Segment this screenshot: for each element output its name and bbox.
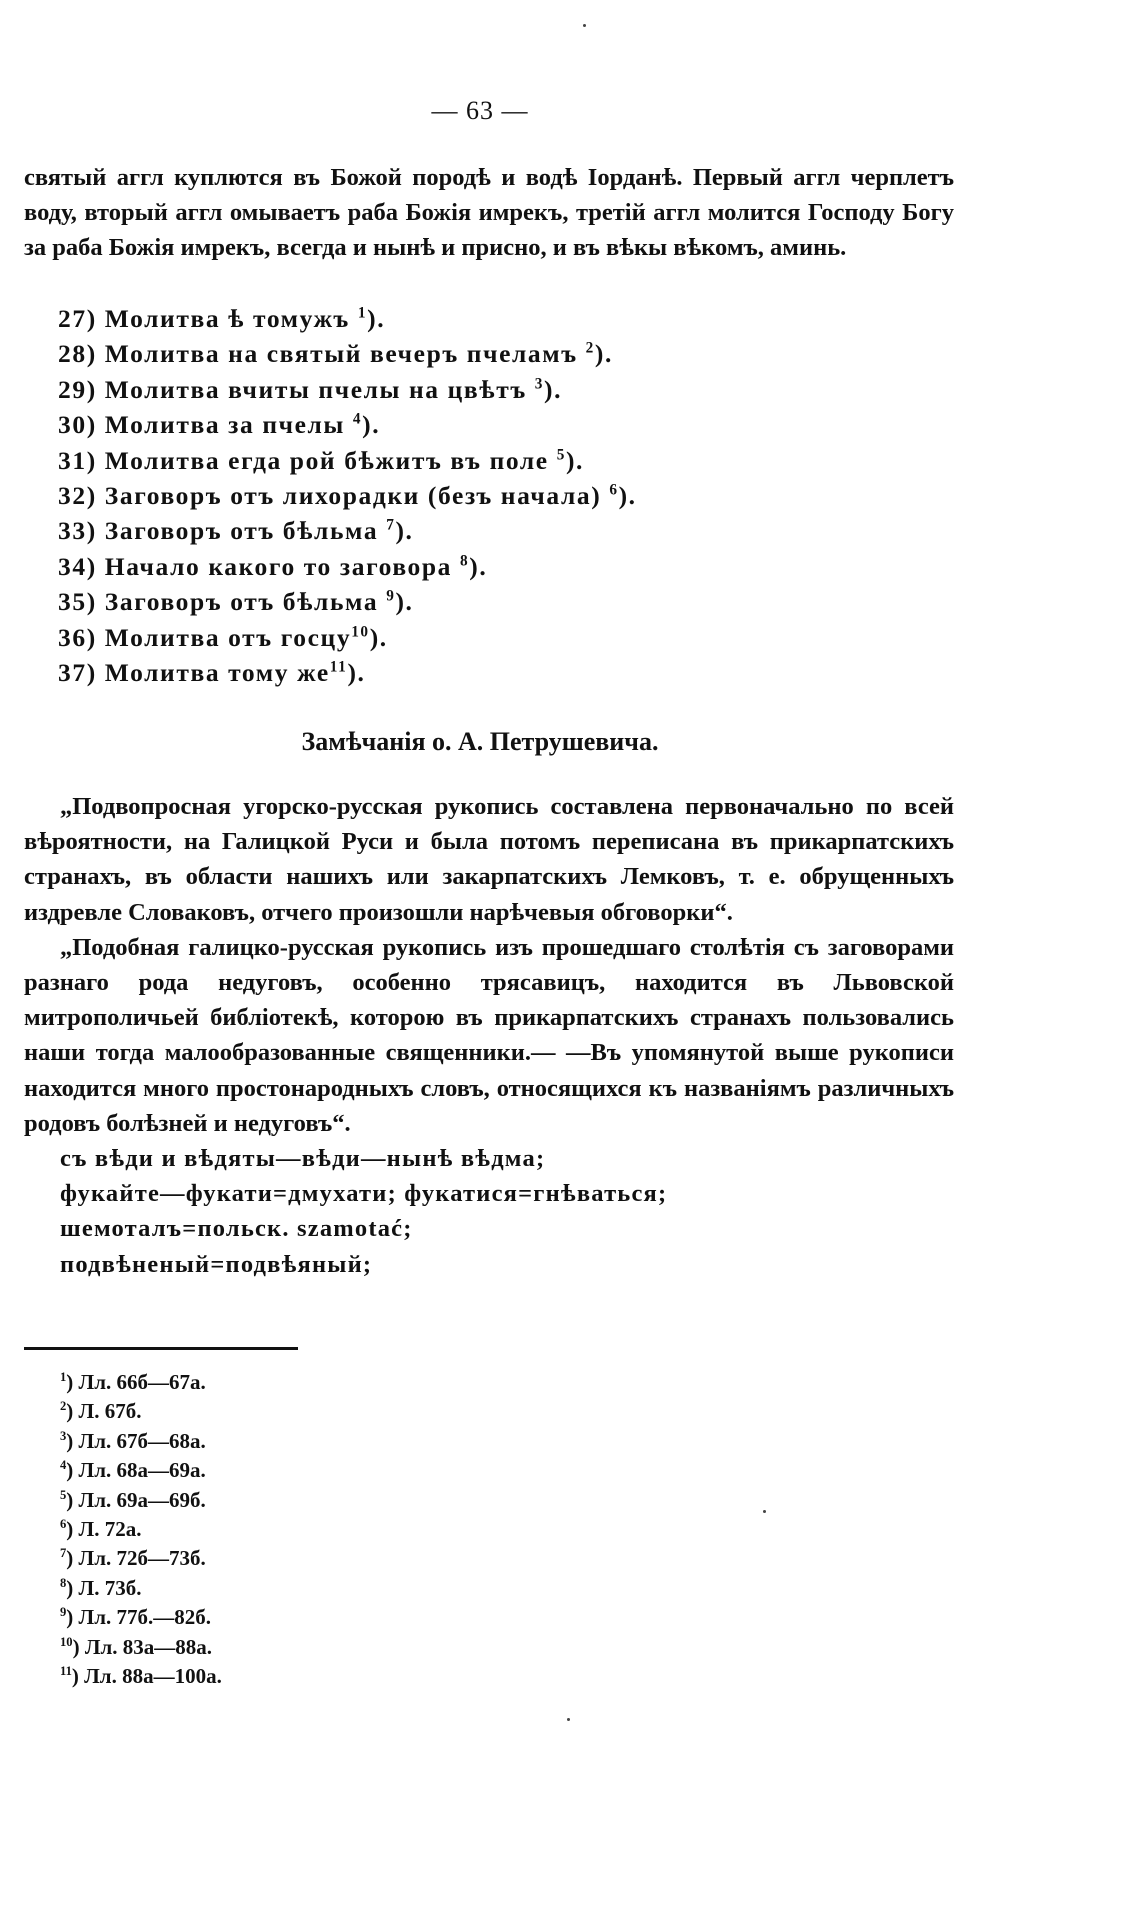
footnote <box>60 1515 460 1544</box>
footnote-ref: 2 <box>585 339 595 357</box>
opening-paragraph: святый аггл куплются въ Божой породѣ и водѣ Іорданѣ. Первый аггл черплетъ воду, вторый аггл омываетъ раба Божія имрекъ, третій аггл молится Господу Богу за раба Божія имрекъ, всегда и нынѣ и присно, и въ вѣкы вѣкомъ, аминь. <box>24 164 954 261</box>
list-item-close: ). <box>347 658 366 688</box>
footnote <box>60 1574 460 1603</box>
footnote <box>60 1662 460 1691</box>
paper-speck <box>763 1510 766 1513</box>
list-item-number: 27) <box>58 304 97 333</box>
list-item <box>58 443 938 478</box>
footnote-mark: 5 <box>60 1487 67 1502</box>
footnotes-list <box>60 1368 460 1691</box>
footnote-mark: 10 <box>60 1634 73 1649</box>
body-paragraph: „Подвопросная угорско-русская рукопись составлена первоначально по всей вѣроятности, на Галицкой Руси и была потомъ переписана въ прикарпатскихъ странахъ, въ области нашихъ или закарпатскихъ Лемковъ, т. е. обрущенныхъ издревле Словаковъ, отчего произошли нарѣчевыя обговорки“. <box>24 793 954 926</box>
word-line: подвѣненый=подвѣяный; <box>60 1250 373 1278</box>
list-item-number: 36) <box>58 622 97 652</box>
footnote <box>60 1456 460 1485</box>
list-item-number: 28) <box>58 339 97 369</box>
footnote-text: ) Лл. 67б—68а. <box>66 1428 206 1453</box>
list-item-text: Молитва за пчелы <box>104 410 345 440</box>
footnote-ref: 7 <box>386 516 396 534</box>
footnote-ref: 8 <box>460 552 470 570</box>
footnote-text: ) Лл. 88а—100а. <box>71 1664 222 1689</box>
footnote <box>60 1427 460 1456</box>
word-line: фукайте—фукати=дмухати; фукатися=гнѣваться; <box>60 1180 668 1208</box>
footnote-text: ) Л. 73б. <box>66 1575 142 1600</box>
footnote-mark: 6 <box>60 1517 67 1532</box>
list-item-number: 30) <box>58 410 97 440</box>
footnote-mark: 11 <box>60 1664 72 1679</box>
footnote-ref: 1 <box>357 304 368 322</box>
list-item <box>58 513 938 548</box>
list-item-text: Заговоръ отъ бѣльма <box>104 516 379 546</box>
footnote-text: ) Лл. 66б—67а. <box>66 1370 206 1394</box>
list-item-text: Молитва тому же <box>104 658 330 688</box>
page-number: — 63 — <box>431 96 529 125</box>
footnote-mark: 1 <box>60 1370 67 1384</box>
footnote <box>60 1486 460 1515</box>
list-item-text: Молитва ѣ томужъ <box>104 304 350 333</box>
list-item-close: ). <box>544 374 563 404</box>
list-item-close: ). <box>594 339 613 369</box>
list-item-text: Молитва егда рой бѣжитъ въ поле <box>104 445 549 475</box>
word-line: съ вѣди и вѣдяты—вѣди—нынѣ вѣдма; <box>60 1145 546 1173</box>
list-item-number: 31) <box>58 445 97 475</box>
footnote-ref: 9 <box>386 587 396 605</box>
list-item-close: ). <box>367 304 386 333</box>
footnote-text: ) Лл. 69а—69б. <box>66 1487 206 1512</box>
footnote-text: ) Л. 72а. <box>66 1517 142 1542</box>
footnote-mark: 2 <box>60 1399 67 1414</box>
footnote <box>60 1397 460 1426</box>
list-item-close: ). <box>369 622 388 652</box>
footnote-text: ) Лл. 72б—73б. <box>66 1546 206 1571</box>
footnote <box>60 1368 460 1397</box>
list-item-text: Заговоръ отъ лихорадки (безъ начала) <box>104 481 602 511</box>
footnote-divider <box>24 1347 298 1350</box>
footnote <box>60 1603 460 1632</box>
footnote-mark: 4 <box>60 1458 67 1473</box>
list-item-number: 35) <box>58 587 97 617</box>
footnote-text: ) Л. 67б. <box>66 1399 142 1424</box>
list-item <box>58 655 938 690</box>
list-item-close: ). <box>469 551 488 581</box>
list-item-number: 33) <box>58 516 97 546</box>
footnote <box>60 1544 460 1573</box>
list-item-close: ). <box>565 445 585 475</box>
list-item-text: Молитва на святый вечеръ пчеламъ <box>104 339 578 369</box>
list-item-close: ). <box>395 587 414 617</box>
footnote-ref: 5 <box>556 446 566 464</box>
list-item <box>58 372 938 407</box>
footnote-ref: 3 <box>534 375 545 393</box>
list-item <box>58 620 938 655</box>
list-item-close: ). <box>395 516 414 546</box>
list-item <box>58 407 938 442</box>
list-item <box>58 549 938 584</box>
footnote-mark: 8 <box>60 1575 67 1590</box>
list-item-number: 34) <box>58 551 97 581</box>
list-item-close: ). <box>362 410 381 440</box>
list-item <box>58 336 938 371</box>
list-item-text: Молитва отъ госцу <box>104 622 352 652</box>
list-item <box>58 584 938 619</box>
footnote-ref: 6 <box>609 481 619 499</box>
footnote-ref: 4 <box>352 410 363 428</box>
list-item-text: Заговоръ отъ бѣльма <box>104 587 379 617</box>
prayer-list <box>58 301 938 690</box>
opening-paragraph-block <box>24 160 954 265</box>
list-item-number: 29) <box>58 374 97 404</box>
body-paragraph: „Подобная галицко-русская рукопись изъ прошедшаго столѣтія съ заговорами разнаго рода недуговъ, особенно трясавицъ, находится въ Львовской митрополичьей библіотекѣ, которою въ прикарпатскихъ странахъ пользовались наши тогда малообразованные священники.— —Въ упомянутой выше рукописи находится много простонародныхъ словъ, относящихся къ названіямъ различныхъ родовъ болѣзней и недуговъ“. <box>24 933 954 1137</box>
footnote-mark: 7 <box>60 1546 67 1561</box>
list-item-number: 37) <box>58 658 97 688</box>
body-text-block <box>24 789 954 1282</box>
list-item-close: ). <box>618 481 637 511</box>
list-item-text: Молитва вчиты пчелы на цвѣтъ <box>104 374 527 404</box>
list-item-number: 32) <box>58 481 97 511</box>
paper-speck <box>583 24 586 27</box>
footnote-text: ) Лл. 83а—88а. <box>72 1634 213 1659</box>
footnote-mark: 3 <box>60 1428 67 1443</box>
footnote-mark: 9 <box>60 1605 67 1620</box>
word-line: шемоталъ=польск. szamotać; <box>60 1215 413 1243</box>
paper-speck <box>567 1718 570 1721</box>
footnote-text: ) Лл. 68а—69а. <box>66 1458 206 1483</box>
footnote-ref: 10 <box>351 623 370 641</box>
footnote-ref: 11 <box>329 658 348 676</box>
list-item <box>58 301 938 336</box>
section-title: Замѣчанія о. А. Петрушевича. <box>301 727 659 756</box>
footnote-text: ) Лл. 77б.—82б. <box>66 1605 211 1630</box>
list-item-text: Начало какого то заговора <box>104 551 453 581</box>
list-item <box>58 478 938 513</box>
footnote <box>60 1633 460 1662</box>
